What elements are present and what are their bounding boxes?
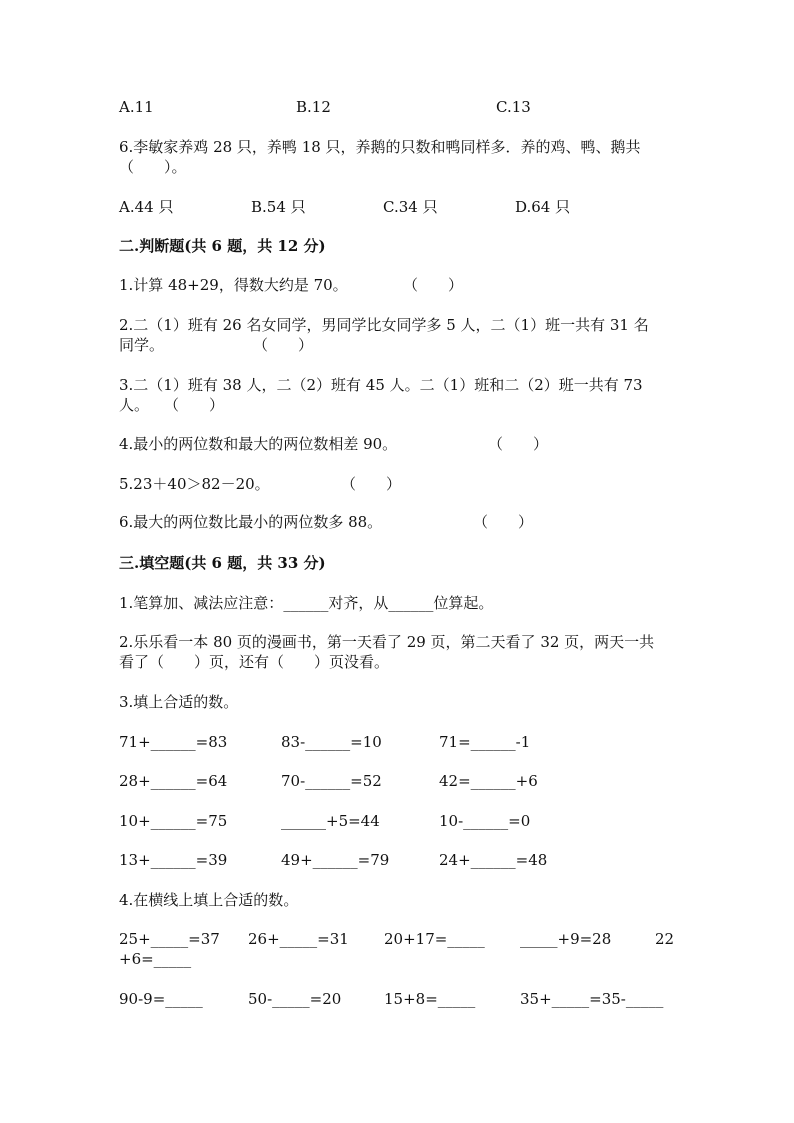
fill-q4-r1-c4: _____+9=28 <box>520 930 612 948</box>
fill-q4-r2-c1: 90-9=_____ <box>119 990 203 1008</box>
fill-q4-r1-wrap: +6=_____ <box>119 950 192 968</box>
fill-q2-text-line1: 2.乐乐看一本 80 页的漫画书，第一天看了 29 页，第二天看了 32 页，两天一共 <box>119 633 655 651</box>
fill-q4-r2-c2: 50-_____=20 <box>248 990 342 1008</box>
fill-q3-r1-c1: 71+______=83 <box>119 733 228 751</box>
judge-item-2-text-line2: 同学。 <box>119 336 165 354</box>
q6-option-b: B.54 只 <box>251 198 306 216</box>
judge-item-2-text: 2.二（1）班有 26 名女同学，男同学比女同学多 5 人，二（1）班一共有 31 名 <box>119 316 649 334</box>
q6-text-line1: 6.李敏家养鸡 28 只，养鸭 18 只，养鹅的只数和鸭同样多．养的鸡、鸭、鹅共 <box>119 138 641 156</box>
q6-option-d: D.64 只 <box>515 198 571 216</box>
section3-title: 三.填空题(共 6 题，共 33 分) <box>119 554 326 572</box>
judge-item-1-paren: （ ） <box>403 276 464 294</box>
fill-q2-text-line2: 看了（ ）页，还有（ ）页没看。 <box>119 653 390 671</box>
judge-item-2-paren: （ ） <box>253 336 314 354</box>
q5-option-b: B.12 <box>296 98 331 116</box>
judge-item-3-text-line2: 人。 <box>119 396 150 414</box>
judge-item-5-text: 5.23＋40＞82－20。 <box>119 475 270 493</box>
judge-item-6-paren: （ ） <box>473 513 534 531</box>
judge-item-1-text: 1.计算 48+29，得数大约是 70。 <box>119 276 348 294</box>
fill-q3-r4-c2: 49+______=79 <box>281 851 390 869</box>
judge-item-4-text: 4.最小的两位数和最大的两位数相差 90。 <box>119 435 398 453</box>
q5-option-c: C.13 <box>496 98 531 116</box>
fill-q4-r1-c2: 26+_____=31 <box>248 930 349 948</box>
fill-q3-r4-c3: 24+______=48 <box>439 851 548 869</box>
fill-q3-r3-c1: 10+______=75 <box>119 812 228 830</box>
fill-q4-r1-c3: 20+17=_____ <box>384 930 485 948</box>
fill-q3-r1-c2: 83-______=10 <box>281 733 382 751</box>
fill-q4-r1-c5: 22 <box>655 930 675 948</box>
fill-q4-r2-c4: 35+_____=35-_____ <box>520 990 664 1008</box>
fill-q1-text: 1.笔算加、减法应注意：______对齐，从______位算起。 <box>119 594 494 612</box>
fill-q3-title: 3.填上合适的数。 <box>119 693 239 711</box>
judge-item-3-text: 3.二（1）班有 38 人，二（2）班有 45 人。二（1）班和二（2）班一共有 73 <box>119 376 643 394</box>
judge-item-3-paren: （ ） <box>164 396 225 414</box>
fill-q3-r2-c1: 28+______=64 <box>119 772 228 790</box>
q5-option-a: A.11 <box>119 98 154 116</box>
judge-item-5-paren: （ ） <box>341 475 402 493</box>
judge-item-6-text: 6.最大的两位数比最小的两位数多 88。 <box>119 513 383 531</box>
q6-option-c: C.34 只 <box>383 198 438 216</box>
q6-text-line2: （ ）。 <box>119 158 187 176</box>
judge-item-4-paren: （ ） <box>488 435 549 453</box>
fill-q3-r2-c2: 70-______=52 <box>281 772 382 790</box>
fill-q4-title: 4.在横线上填上合适的数。 <box>119 891 299 909</box>
q6-option-a: A.44 只 <box>119 198 174 216</box>
fill-q3-r3-c3: 10-______=0 <box>439 812 531 830</box>
fill-q3-r2-c3: 42=______+6 <box>439 772 538 790</box>
fill-q4-r2-c3: 15+8=_____ <box>384 990 476 1008</box>
fill-q3-r3-c2: ______+5=44 <box>281 812 380 830</box>
fill-q3-r4-c1: 13+______=39 <box>119 851 228 869</box>
fill-q4-r1-c1: 25+_____=37 <box>119 930 220 948</box>
section2-title: 二.判断题(共 6 题，共 12 分) <box>119 237 326 255</box>
fill-q3-r1-c3: 71=______-1 <box>439 733 531 751</box>
